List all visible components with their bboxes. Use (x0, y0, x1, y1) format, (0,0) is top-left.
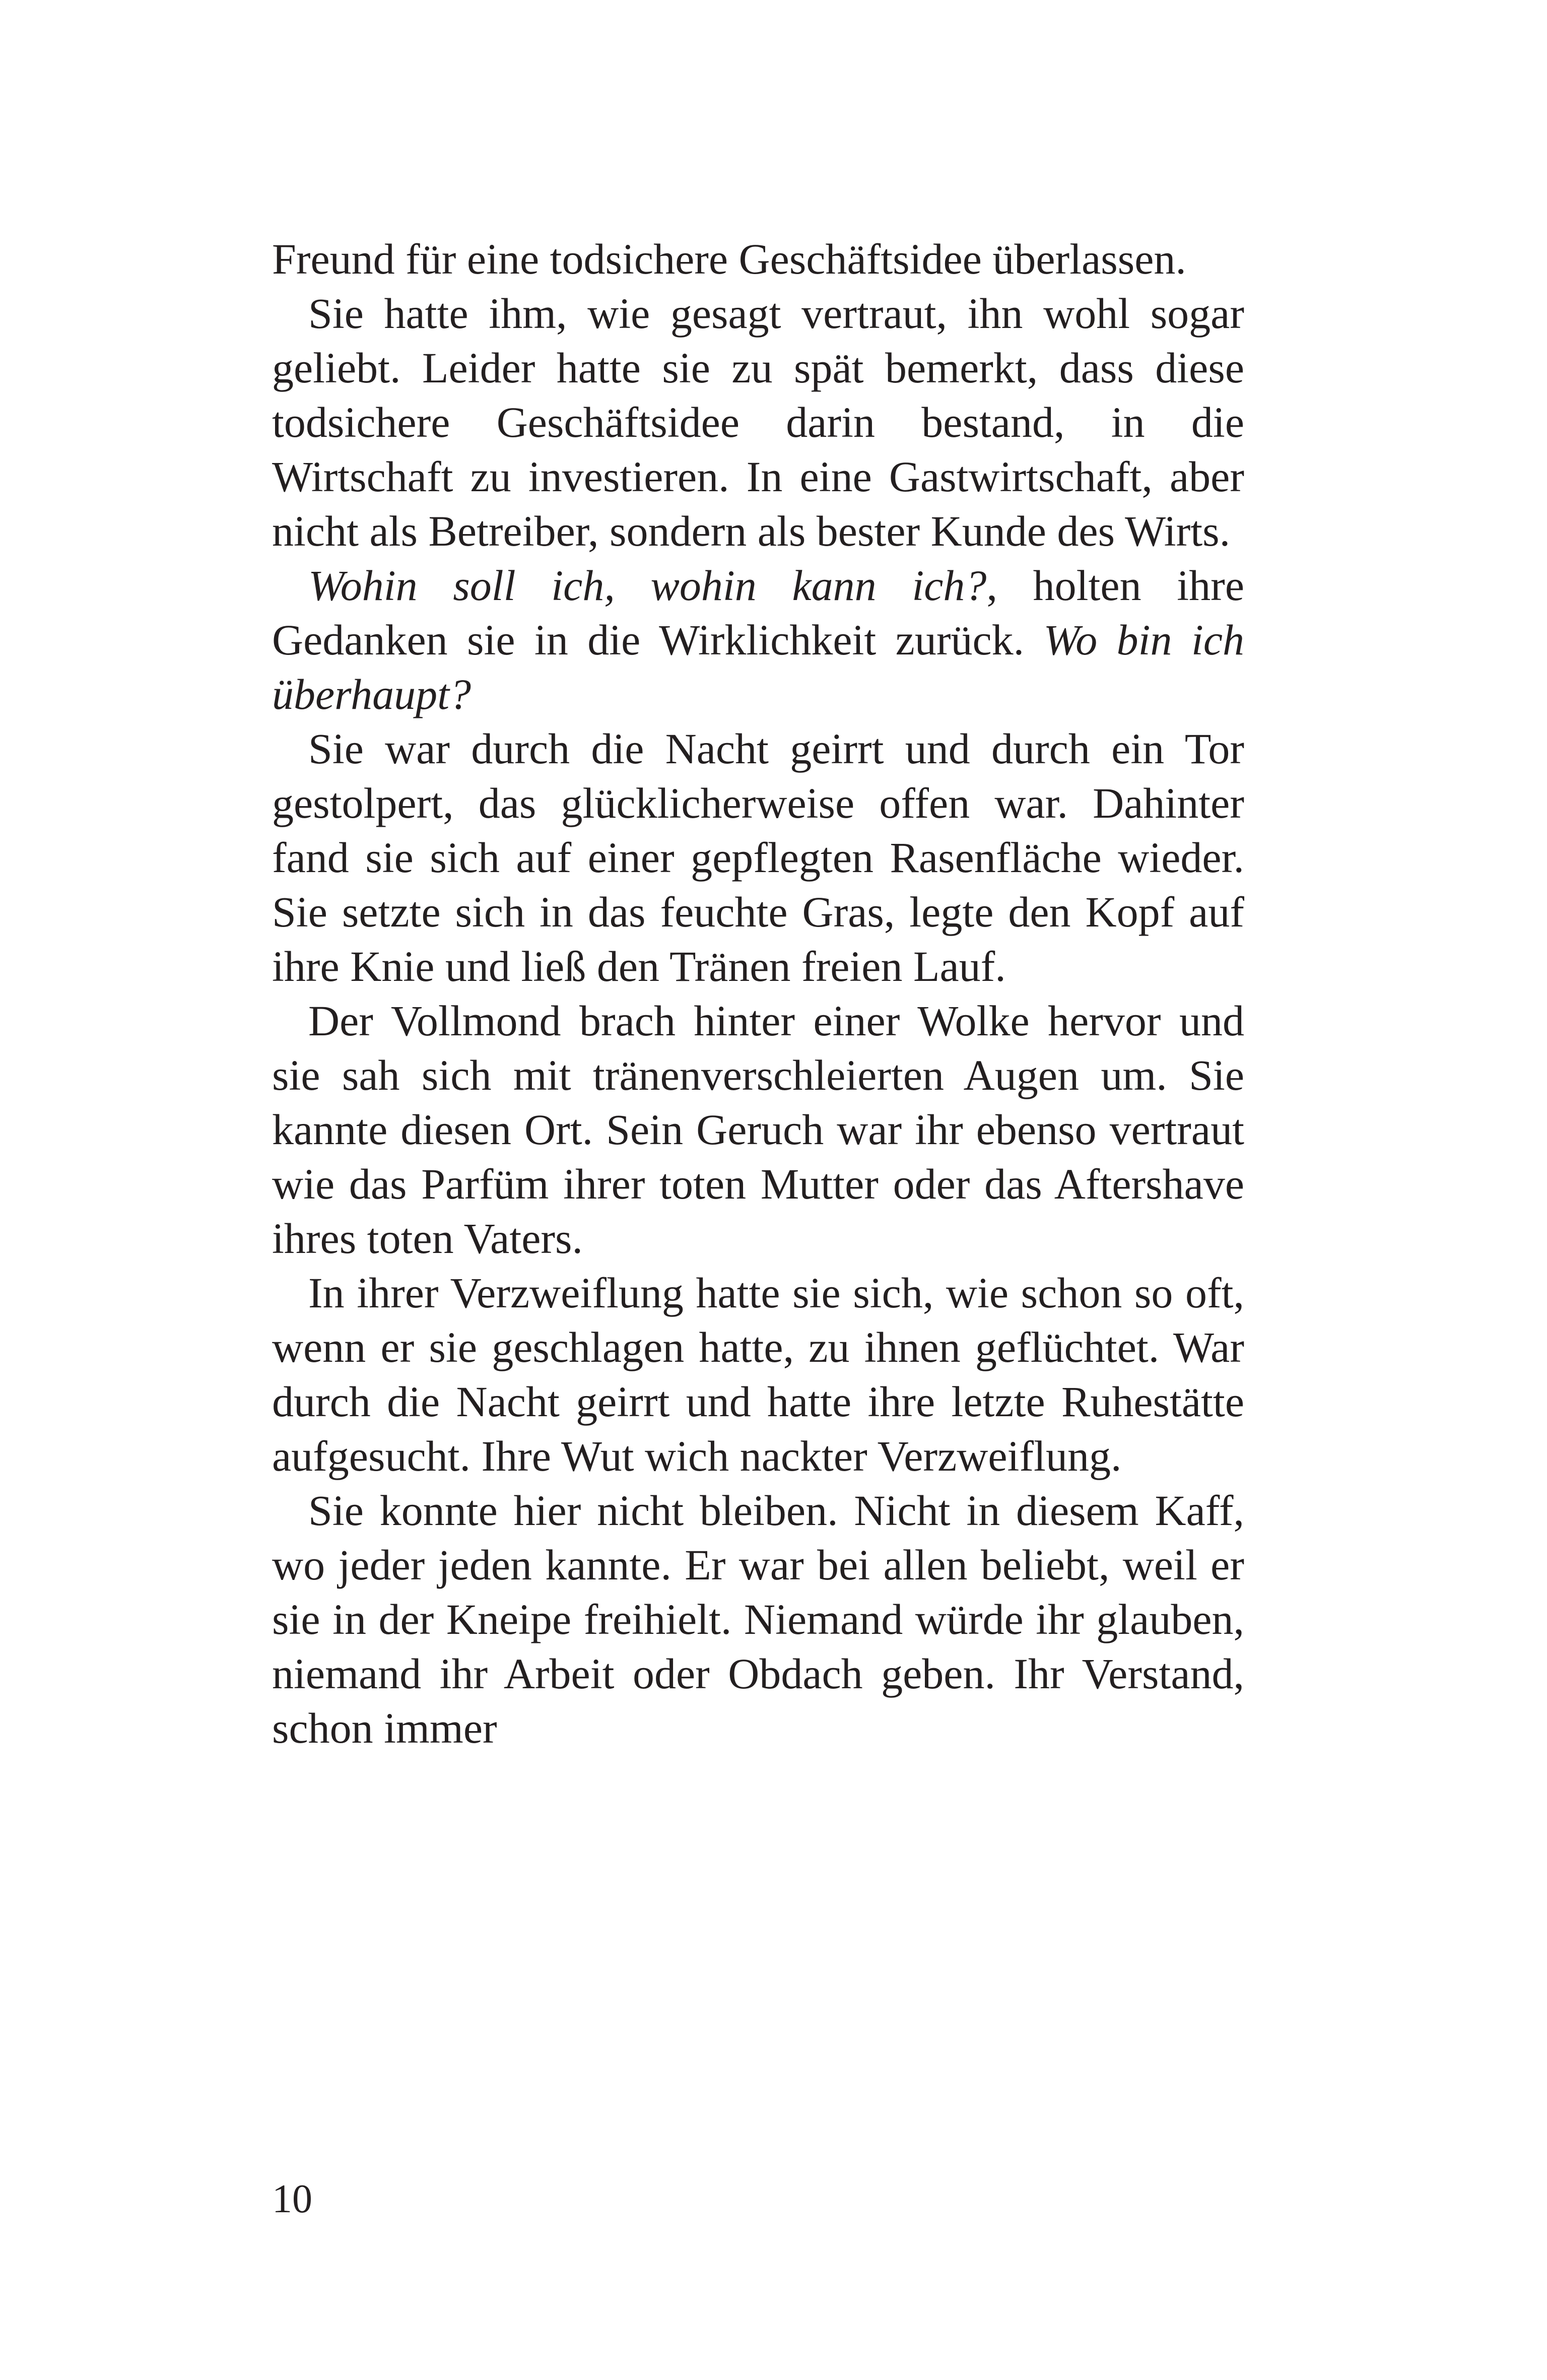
text-run: Sie war durch die Nacht geirrt und durch ein Tor gestolpert, das glücklicherweise offen war. Dahinter fand sie sich auf einer gepflegten Rasenfläche wieder. Sie setzte sich in das feuchte Gras, legte den Kopf auf ihre Knie und ließ den Tränen freien Lauf. (272, 724, 1244, 990)
italic-text-run: Wo bin ich überhaupt? (272, 616, 1245, 718)
text-run: Sie konnte hier nicht bleiben. Nicht in diesem Kaff, wo jeder jeden kannte. Er war bei allen beliebt, weil er sie in der Kneipe freihielt. Niemand würde ihr glauben, niemand ihr Arbeit oder Obdach geben. Ihr Verstand, schon immer (272, 1486, 1244, 1752)
paragraph (272, 232, 1244, 286)
paragraph (272, 721, 1244, 994)
paragraph (272, 286, 1244, 558)
page-body-text (272, 232, 1244, 1755)
paragraph (272, 1483, 1244, 1755)
paragraph (272, 994, 1244, 1266)
italic-text-run: Wohin soll ich, wohin kann ich? (308, 561, 987, 610)
text-run: , holten ihre Gedanken sie in die Wirklichkeit zurück. (272, 561, 1244, 664)
paragraph (272, 1266, 1244, 1483)
text-run: Sie hatte ihm, wie gesagt vertraut, ihn wohl sogar geliebt. Leider hatte sie zu spät bemerkt, dass diese todsichere Geschäftsidee darin bestand, in die Wirtschaft zu investieren. In eine Gastwirtschaft, aber nicht als Betreiber, sondern als bester Kunde des Wirts. (272, 289, 1244, 555)
text-run: Freund für eine todsichere Geschäftsidee überlassen. (272, 235, 1186, 283)
paragraph (272, 558, 1244, 721)
page-number: 10 (272, 2177, 312, 2221)
text-run: In ihrer Verzweiflung hatte sie sich, wie schon so oft, wenn er sie geschlagen hatte, zu ihnen geflüchtet. War durch die Nacht geirrt und hatte ihre letzte Ruhestätte aufgesucht. Ihre Wut wich nackter Verzweiflung. (272, 1269, 1244, 1480)
text-run: Der Vollmond brach hinter einer Wolke hervor und sie sah sich mit tränenverschleierten Augen um. Sie kannte diesen Ort. Sein Geruch war ihr ebenso vertraut wie das Parfüm ihrer toten Mutter oder das Aftershave ihres toten Vaters. (272, 997, 1244, 1263)
